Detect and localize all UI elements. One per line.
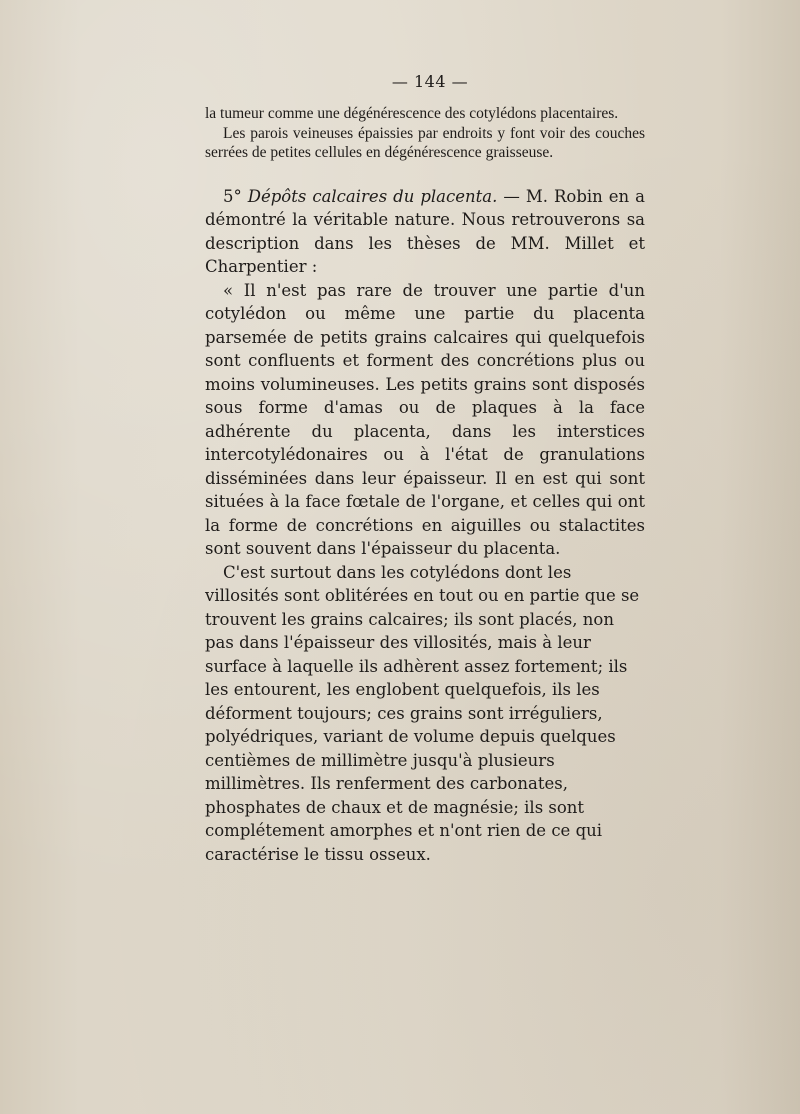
section-number: 5° [223,186,248,206]
section-heading: Dépôts calcaires du placenta. [247,186,498,206]
page-body [205,104,645,866]
paragraph-tumeur: la tumeur comme une dégénérescence des cotylédons placentaires. [205,105,619,122]
paragraph-parois-veineuses: Les parois veineuses épaissies par endroits y font voir des couches serrées de petites cellules en dégénérescence graisseuse. [205,124,645,161]
section-intro-text: — M. Robin en a démontré la véritable nature. Nous retrouverons sa description dans les thèses de MM. Millet et Charpentier : [205,186,645,276]
paragraph-cotyledons: C'est surtout dans les cotylédons dont les villosités sont oblitérées en tout ou en partie que se trouvent les grains calcaires; ils sont placés, non pas dans l'épaisseur des villosités, mais à leur surface à laquelle ils adhèrent assez fortement; ils les entourent, les englobent quelquefois, ils les déforment toujours; ces grains sont irréguliers, polyédriques, variant de volume depuis quelques centièmes de millimètre jusqu'à plusieurs millimètres. Ils renferment des carbonates, phosphates de chaux et de magnésie; ils sont complétement amorphes et n'ont rien de ce qui caractérise le tissu osseux. [205,562,640,864]
section-depots-calcaires [205,185,645,279]
page-number: — 144 — [391,72,469,91]
paragraph-quotation: « Il n'est pas rare de trouver une partie d'un cotylédon ou même une partie du placenta parsemée de petits grains calcaires qui quelquefois sont confluents et forment des concrétions plus ou moins volumineuses. Les petits grains sont disposés sous forme d'amas ou de plaques à la face adhérente du placenta, dans les interstices intercotylédonaires ou à l'état de granulations disséminées dans leur épaisseur. Il en est qui sont situées à la face fœtale de l'organe, et celles qui ont la forme de concrétions en aiguilles ou stalactites sont souvent dans l'épaisseur du placenta. [205,280,645,558]
